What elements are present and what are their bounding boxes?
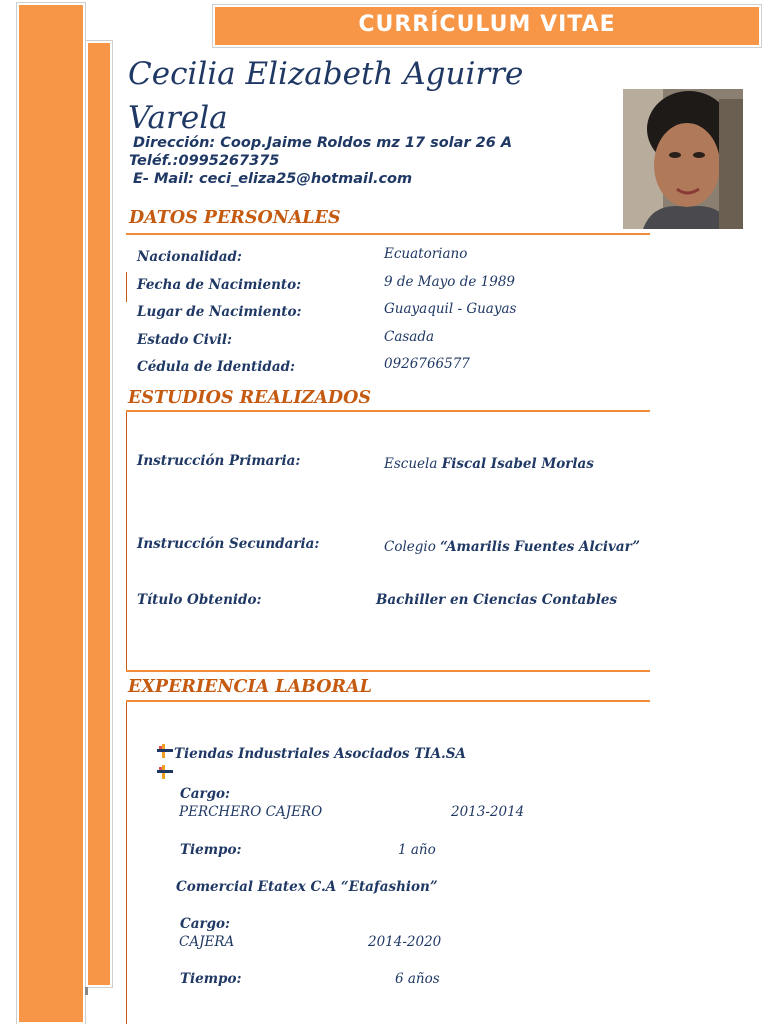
section-title-studies: ESTUDIOS REALIZADOS — [128, 388, 371, 408]
primary-label: Instrucción Primaria: — [137, 453, 301, 469]
section-accent-line — [126, 702, 127, 1024]
primary-school: Fiscal Isabel Morlas — [441, 456, 594, 472]
time-label: Tiempo: — [180, 971, 242, 987]
section-title-experience: EXPERIENCIA LABORAL — [128, 677, 372, 697]
name-line-2: Varela — [128, 100, 228, 136]
time-value: 6 años — [395, 971, 440, 987]
field-label: Nacionalidad: — [137, 249, 242, 265]
name-line-1: Cecilia Elizabeth Aguirre — [128, 56, 524, 92]
field-value: Casada — [384, 328, 435, 345]
personal-row — [137, 246, 637, 274]
primary-prefix: Escuela — [384, 456, 442, 472]
secondary-school: “Amarilis Fuentes Alcivar” — [440, 539, 640, 555]
job-years: 2013-2014 — [451, 804, 525, 820]
cargo-value: PERCHERO CAJERO — [179, 804, 323, 820]
title-label: Título Obtenido: — [137, 592, 262, 608]
profile-photo — [623, 89, 743, 229]
personal-row — [137, 329, 637, 357]
stripe-marker — [85, 987, 88, 995]
time-label: Tiempo: — [180, 842, 242, 858]
secondary-value — [384, 536, 640, 555]
address-text: Dirección: Coop.Jaime Roldos mz 17 solar 26 A — [133, 135, 513, 151]
title-value: Bachiller en Ciencias Contables — [376, 592, 618, 608]
left-decor-stripe — [17, 3, 85, 1024]
email-text: E- Mail: ceci_eliza25@hotmail.com — [133, 171, 413, 187]
field-value: 9 de Mayo de 1989 — [384, 273, 515, 290]
secondary-prefix: Colegio — [384, 539, 441, 555]
cargo-label: Cargo: — [180, 916, 231, 932]
phone-text: Teléf.:0995267375 — [129, 153, 280, 169]
field-value: Guayaquil - Guayas — [384, 301, 517, 317]
section-accent-line — [126, 412, 127, 670]
bullet-icon — [157, 743, 173, 757]
section-rule — [126, 670, 650, 672]
personal-row — [137, 301, 637, 329]
job-company: Comercial Etatex C.A “Etafashion” — [176, 879, 438, 895]
time-value: 1 año — [398, 842, 436, 858]
section-accent-line — [126, 272, 127, 302]
field-label: Estado Civil: — [137, 331, 232, 348]
personal-data-list — [137, 246, 637, 384]
field-value: Ecuatoriano — [384, 246, 468, 262]
field-label: Fecha de Nacimiento: — [137, 276, 302, 293]
primary-value — [384, 453, 594, 472]
job-years: 2014-2020 — [368, 934, 442, 950]
personal-row — [137, 274, 637, 302]
field-label: Lugar de Nacimiento: — [137, 304, 302, 320]
section-rule — [126, 410, 650, 412]
section-rule — [126, 233, 650, 235]
cargo-label: Cargo: — [180, 786, 231, 802]
cargo-value: CAJERA — [179, 934, 235, 950]
section-title-personal: DATOS PERSONALES — [129, 208, 341, 228]
section-rule — [126, 700, 650, 702]
secondary-label: Instrucción Secundaria: — [137, 536, 320, 552]
personal-row — [137, 356, 637, 384]
field-value: 0926766577 — [384, 356, 470, 372]
bullet-icon — [157, 764, 173, 778]
page-title: CURRÍCULUM VITAE — [358, 12, 616, 37]
field-label: Cédula de Identidad: — [137, 359, 296, 375]
job-company: Tiendas Industriales Asociados TIA.SA — [174, 746, 466, 762]
person-name — [128, 52, 523, 140]
left-decor-stripe-narrow — [86, 41, 112, 987]
